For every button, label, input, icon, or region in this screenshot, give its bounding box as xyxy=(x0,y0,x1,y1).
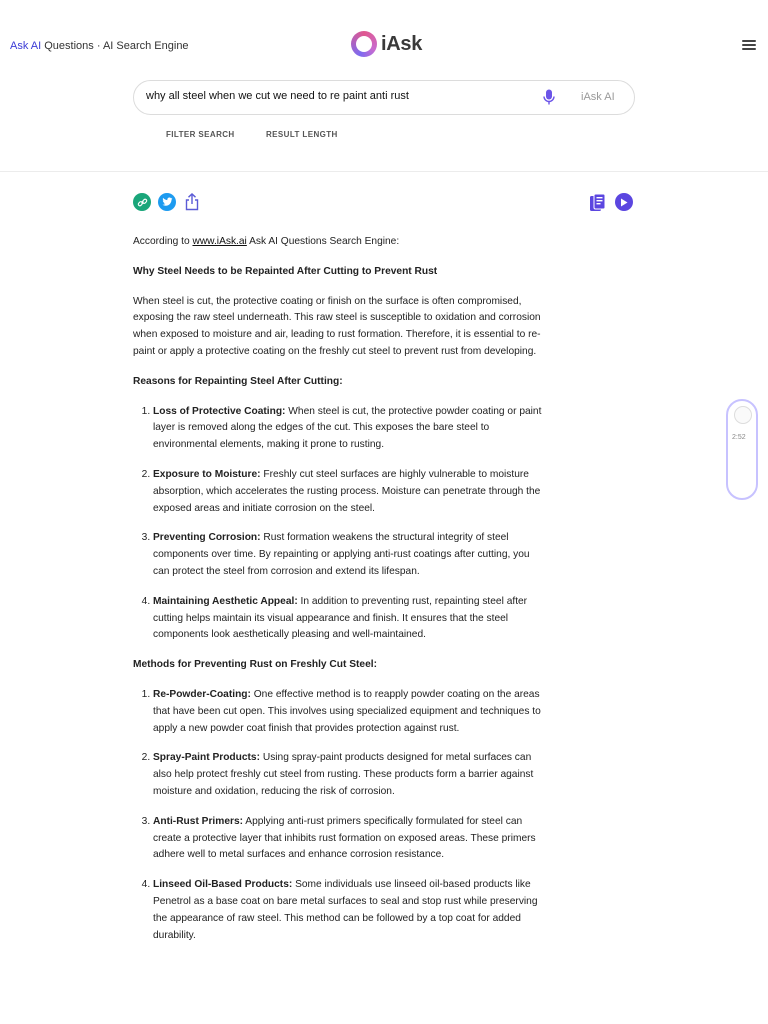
reasons-list xyxy=(153,404,543,645)
list-item: 3. Preventing Corrosion: Rust formation weakens the structural integrity of steel components over time. By repainting or applying anti-rust coatings after cutting, you can protect the steel from corrosion and extend its lifespan. xyxy=(153,530,543,580)
audio-timer-widget[interactable] xyxy=(726,399,758,500)
list-item: 3. Anti-Rust Primers: Applying anti-rust primers specifically formulated for steel can create a protective layer that inhibits rust formation on exposed areas. These primers adhere well to metal surfaces and enhance corrosion resistance. xyxy=(153,814,543,864)
hamburger-menu-icon[interactable] xyxy=(742,40,756,52)
result-length-button[interactable]: RESULT LENGTH xyxy=(266,130,338,139)
filter-search-button[interactable]: FILTER SEARCH xyxy=(166,130,235,139)
answer-title: Why Steel Needs to be Repainted After Cutting to Prevent Rust xyxy=(133,265,438,277)
answer-intro: According to www.iAsk.ai Ask AI Questions Search Engine: xyxy=(133,236,400,247)
tagline-rest[interactable]: Questions · AI Search Engine xyxy=(41,40,189,52)
logo-ring-icon xyxy=(351,31,377,57)
play-icon[interactable] xyxy=(615,193,633,211)
list-item: 1. Re-Powder-Coating: One effective method is to reapply powder coating on the areas that have been cut open. This involves using specialized equipment and techniques to apply a new powder coat finish that provides protection against rust. xyxy=(153,687,543,737)
search-box xyxy=(133,80,635,115)
methods-list xyxy=(153,687,543,944)
answer-content xyxy=(133,234,543,957)
methods-heading: Methods for Preventing Rust on Freshly Cut Steel: xyxy=(133,659,377,671)
search-input[interactable] xyxy=(146,90,536,102)
twitter-icon[interactable] xyxy=(158,193,176,211)
list-item: 1. Loss of Protective Coating: When steel is cut, the protective powder coating or paint layer is removed along the edges of the cut. This exposes the bare steel to environmental elements, making it prone to rusting. xyxy=(153,404,543,454)
share-icon[interactable] xyxy=(184,193,200,211)
list-item: 2. Spray-Paint Products: Using spray-paint products designed for metal surfaces can also help protect freshly cut steel from rusting. These products form a barrier against moisture and oxidation, reducing the risk of corrosion. xyxy=(153,750,543,800)
logo-text: iAsk xyxy=(381,32,423,55)
list-item: 4. Maintaining Aesthetic Appeal: In addition to preventing rust, repainting steel after cutting helps maintain its visual appearance and finish. It ensures that the steel components look aesthetically pleasing and well-maintained. xyxy=(153,594,543,644)
link-icon[interactable] xyxy=(133,193,151,211)
copy-icon[interactable] xyxy=(589,193,606,212)
top-header xyxy=(0,0,768,172)
list-item: 2. Exposure to Moisture: Freshly cut steel surfaces are highly vulnerable to moisture absorption, which accelerates the rusting process. Moisture can penetrate through the exposed areas and initiate corrosion on the steel. xyxy=(153,467,543,517)
microphone-icon[interactable] xyxy=(542,89,556,105)
iask-link[interactable]: www.iAsk.ai xyxy=(192,236,247,247)
reasons-heading: Reasons for Repainting Steel After Cutting: xyxy=(133,375,343,387)
answer-paragraph: When steel is cut, the protective coating or finish on the surface is often compromised, exposing the raw steel underneath. This raw steel is susceptible to oxidation and corrosion when exposed to moisture and air, leading to rust formation. Therefore, it is essential to re-paint or apply a protective coating on the freshly cut steel to prevent rust from developing. xyxy=(133,295,541,357)
list-item: 4. Linseed Oil-Based Products: Some individuals use linseed oil-based products like Penetrol as a base coat on bare metal surfaces to seal and stop rust while preserving the appearance of raw steel. This method can be followed by a top coat for added durability. xyxy=(153,877,543,944)
iask-logo[interactable] xyxy=(351,31,422,57)
site-tagline[interactable] xyxy=(10,40,189,52)
tagline-askai[interactable]: Ask AI xyxy=(10,40,42,52)
timer-text: 2:52 xyxy=(732,434,746,441)
ask-ai-button[interactable]: iAsk AI xyxy=(581,91,615,103)
timer-handle-icon[interactable] xyxy=(734,406,752,424)
